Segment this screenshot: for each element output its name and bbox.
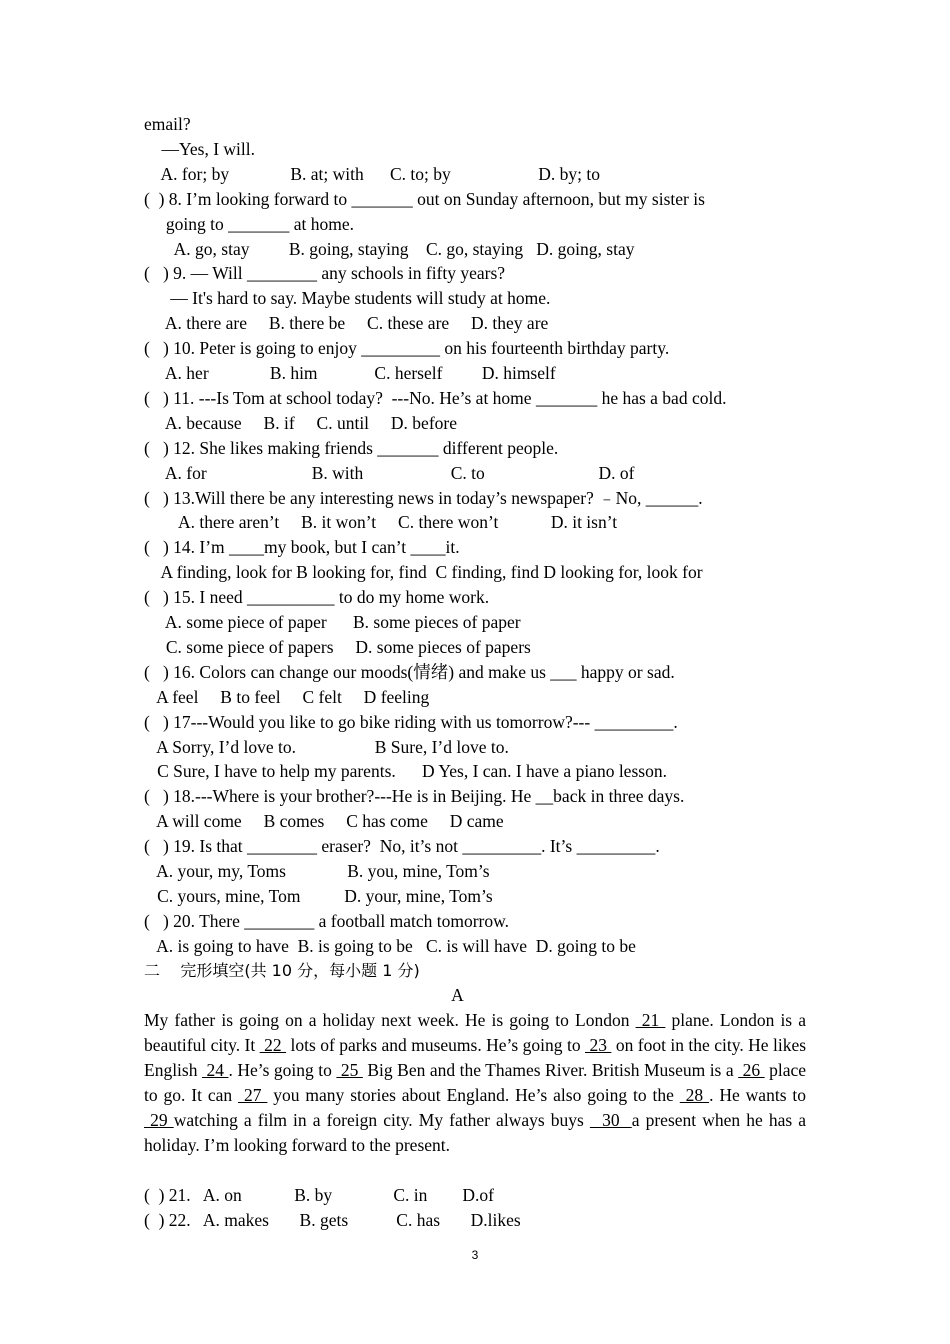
text-line: ( ) 11. ---Is Tom at school today? ---No. He’s at home _______ he has a bad cold. xyxy=(144,387,727,408)
text-line: A. her B. him C. herself D. himself xyxy=(144,363,556,383)
blank-number: 26 xyxy=(738,1059,765,1080)
text-line: A. your, my, Toms B. you, mine, Tom’s xyxy=(144,861,490,881)
text-line: A Sorry, I’d love to. B Sure, I’d love to. xyxy=(144,736,509,757)
text-line: ( ) 9. — Will ________ any schools in fifty years? xyxy=(144,263,506,284)
blank-number: 21 xyxy=(635,1010,666,1030)
text-line: —Yes, I will. xyxy=(144,138,256,159)
blank-number: 23 xyxy=(585,1034,612,1055)
text-line: ( ) 15. I need __________ to do my home work. xyxy=(144,587,490,608)
text-line: ( ) 12. She likes making friends _______ different people. xyxy=(144,437,559,458)
cloze-question-22: ( ) 22. A. makes B. gets C. has D.likes xyxy=(144,1210,521,1230)
text-line: A. there are B. there be C. these are D. they are xyxy=(144,313,549,334)
text-line: A. there aren’t B. it won’t C. there won’t D. it isn’t xyxy=(144,512,618,533)
passage-text: lots of parks and museums. He’s going to xyxy=(286,1034,586,1055)
text-line: A will come B comes C has come D came xyxy=(144,811,504,832)
blank-number: 29 xyxy=(144,1109,174,1130)
passage-text: you many stories about England. He’s also going to the xyxy=(267,1084,680,1105)
passage-text: plane. London is a beautiful city. It xyxy=(144,1010,807,1055)
blank-number: 30 xyxy=(589,1109,632,1130)
text-line: ( ) 8. I’m looking forward to _______ out on Sunday afternoon, but my sister is xyxy=(144,188,705,209)
text-line: ( ) 20. There ________ a football match tomorrow. xyxy=(144,910,509,931)
text-line: A. go, stay B. going, staying C. go, staying D. going, stay xyxy=(144,238,635,259)
blank-number: 22 xyxy=(259,1034,287,1055)
blank-number: 28 xyxy=(679,1084,710,1105)
text-line: ( ) 18.---Where is your brother?---He is in Beijing. He __back in three days. xyxy=(144,786,685,807)
blank-number: 24 xyxy=(201,1059,229,1080)
text-line: C. some piece of papers D. some pieces of papers xyxy=(144,636,531,657)
cloze-question-21: ( ) 21. A. on B. by C. in D.of xyxy=(144,1185,494,1205)
text-line: email? xyxy=(144,114,191,134)
text-line: A finding, look for B looking for, find C finding, find D looking for, look for xyxy=(144,562,703,583)
passage-text: on foot in the city. He likes English xyxy=(144,1034,807,1080)
passage-label: A xyxy=(451,985,464,1005)
text-line: C Sure, I have to help my parents. D Yes, I can. I have a piano lesson. xyxy=(144,761,667,782)
text-line: A feel B to feel C felt D feeling xyxy=(144,686,430,707)
text-line: ( ) 16. Colors can change our moods(情绪) and make us ___ happy or sad. xyxy=(144,661,675,682)
section-heading: 二 完形填空(共 10 分，每小题 1 分) xyxy=(144,961,420,980)
text-line: A. for; by B. at; with C. to; by D. by; to xyxy=(144,163,600,184)
passage-text: place to go. It can xyxy=(144,1059,807,1105)
passage-text: Big Ben and the Thames River. British Museum is a xyxy=(362,1059,739,1080)
text-line: A. is going to have B. is going to be C. is will have D. going to be xyxy=(144,935,636,956)
text-line: C. yours, mine, Tom D. your, mine, Tom’s xyxy=(144,885,493,906)
text-line: ( ) 13.Will there be any interesting news in today’s newspaper? ﹣No, ______. xyxy=(144,487,703,508)
text-line: ( ) 19. Is that ________ eraser? No, it’s not _________. It’s _________. xyxy=(144,836,660,857)
blank-number: 25 xyxy=(336,1059,363,1080)
text-line: A. because B. if C. until D. before xyxy=(144,412,458,433)
text-line: — It's hard to say. Maybe students will study at home. xyxy=(144,288,551,309)
text-line: going to _______ at home. xyxy=(144,213,354,234)
page-number: 3 xyxy=(471,1248,479,1262)
passage-text: . He wants to xyxy=(709,1084,807,1105)
text-line: A. some piece of paper B. some pieces of paper xyxy=(144,612,521,632)
text-line: A. for B. with C. to D. of xyxy=(144,462,635,483)
passage-text: My father is going on a holiday next week. He is going to London xyxy=(144,1010,636,1030)
passage-text: a present when he has a holiday. I’m looking forward to the present. xyxy=(144,1109,807,1155)
text-line: ( ) 14. I’m ____my book, but I can’t ____it. xyxy=(144,537,460,558)
passage-text: . He’s going to xyxy=(228,1059,337,1080)
blank-number: 27 xyxy=(238,1084,268,1105)
passage-text: watching a film in a foreign city. My father always buys xyxy=(173,1109,590,1130)
cloze-passage xyxy=(144,1008,806,1157)
text-line: ( ) 10. Peter is going to enjoy _________ on his fourteenth birthday party. xyxy=(144,338,670,359)
text-line: ( ) 17---Would you like to go bike riding with us tomorrow?--- _________. xyxy=(144,711,678,732)
